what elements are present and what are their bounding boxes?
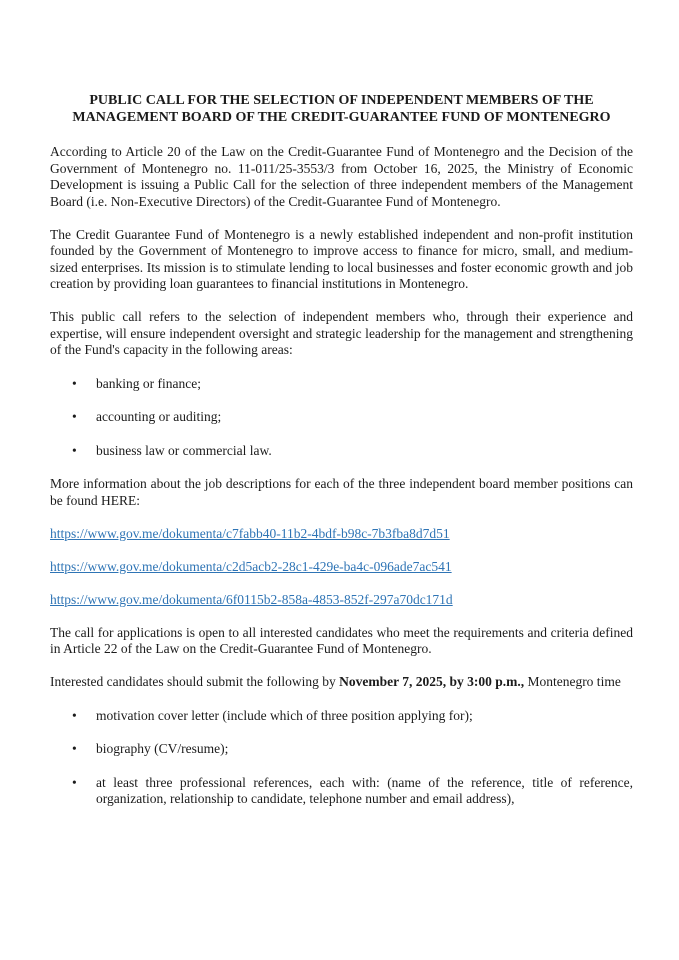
bullet-text: at least three professional references, each with: (name of the reference, title of reference, organization, relationship to candidate, telephone number and email address),	[96, 774, 633, 806]
bullet-text: business law or commercial law.	[96, 442, 272, 458]
bullet-text: biography (CV/resume);	[96, 741, 229, 756]
document-link-position-3[interactable]: https://www.gov.me/dokumenta/6f0115b2-858a-4853-852f-297a70dc171d	[50, 591, 453, 607]
link-line	[50, 592, 633, 609]
deadline-date: November 7, 2025, by 3:00 p.m.,	[339, 674, 525, 689]
paragraph-more-info: More information about the job descriptions for each of the three independent board member positions can be found HERE:	[50, 476, 633, 508]
bullet-text: accounting or auditing;	[96, 409, 222, 424]
document-title: PUBLIC CALL FOR THE SELECTION OF INDEPENDENT MEMBERS OF THE MANAGEMENT BOARD OF THE CREDIT-GUARANTEE FUND OF MONTENEGRO	[72, 93, 611, 125]
bullet-marker: •	[72, 375, 77, 391]
document-link-position-1[interactable]: https://www.gov.me/dokumenta/c7fabb40-11b2-4bdf-b98c-7b3fba8d7d51	[50, 525, 450, 541]
bullet-item-banking	[50, 376, 633, 393]
link-line	[50, 526, 633, 543]
bullet-marker: •	[72, 707, 77, 723]
paragraph-intro: According to Article 20 of the Law on the Credit-Guarantee Fund of Montenegro and the Decision of the Government of Montenegro no. 11-011/25-3553/3 from October 16, 2025, the Ministry of Economic Development is issuing a Public Call for the selection of three independent members of the Management Board (i.e. Non-Executive Directors) of the Credit-Guarantee Fund of Montenegro.	[50, 144, 633, 209]
paragraph-selection-areas: This public call refers to the selection of independent members who, through their experience and expertise, will ensure independent oversight and strategic leadership for the management and strengthening of the Fund's capacity in the following areas:	[50, 309, 633, 357]
link-line	[50, 559, 633, 576]
bullet-item-motivation-letter	[50, 708, 633, 725]
deadline-prefix: Interested candidates should submit the following by	[50, 674, 340, 689]
bullet-marker: •	[72, 741, 77, 756]
bullet-item-references	[50, 775, 633, 808]
bullet-text: motivation cover letter (include which of three position applying for);	[96, 707, 473, 723]
bullet-item-accounting	[50, 409, 633, 426]
bullet-item-business-law	[50, 443, 633, 460]
paragraph-deadline	[50, 674, 633, 691]
paragraph-about-fund: The Credit Guarantee Fund of Montenegro is a newly established independent and non-profit institution founded by the Government of Montenegro to improve access to finance for micro, small, and medium-sized enterprises. Its mission is to stimulate lending to local businesses and foster economic growth and job creation by providing loan guarantees to financial institutions in Montenegro.	[50, 226, 633, 291]
bullet-marker: •	[72, 442, 77, 458]
deadline-suffix: Montenegro time	[524, 674, 621, 689]
paragraph-open-call: The call for applications is open to all interested candidates who meet the requirements and criteria defined in Article 22 of the Law on the Credit-Guarantee Fund of Montenegro.	[50, 624, 633, 656]
bullet-item-biography	[50, 741, 633, 758]
bullet-marker: •	[72, 409, 77, 424]
bullet-marker: •	[72, 774, 77, 790]
document-link-position-2[interactable]: https://www.gov.me/dokumenta/c2d5acb2-28c1-429e-ba4c-096ade7ac541	[50, 558, 452, 574]
bullet-text: banking or finance;	[96, 375, 201, 391]
